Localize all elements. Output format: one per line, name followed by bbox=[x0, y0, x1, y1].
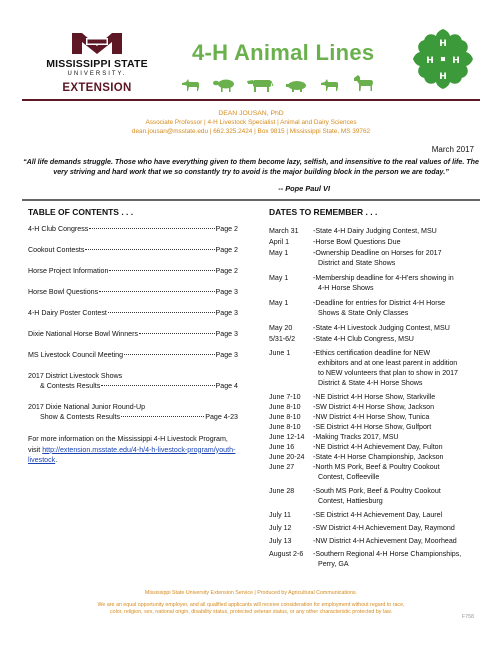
event-date: June 8-10 bbox=[269, 413, 301, 421]
issue-date: March 2017 bbox=[431, 145, 474, 154]
horse-icon bbox=[351, 74, 375, 92]
logo-name: MISSISSIPPI STATE bbox=[46, 58, 148, 70]
list-item bbox=[269, 392, 489, 402]
event-text-continued: to NEW volunteers that plan to show in 2017 bbox=[318, 369, 458, 377]
toc-item-label-continued: & Contests Results bbox=[40, 382, 101, 390]
list-item bbox=[269, 248, 489, 268]
cow-icon bbox=[246, 77, 274, 92]
contact-block bbox=[0, 109, 502, 136]
header-divider bbox=[22, 99, 480, 101]
event-date: May 1 bbox=[269, 274, 289, 282]
event-text-continued: Contest, Hattiesburg bbox=[318, 497, 383, 505]
toc-item-page: Page 4-23 bbox=[205, 413, 238, 421]
list-item bbox=[269, 452, 489, 462]
event-text: -Southern Regional 4-H Horse Championships, bbox=[313, 550, 462, 558]
event-date: June 27 bbox=[269, 463, 295, 471]
list-item bbox=[269, 462, 489, 482]
event-date: June 28 bbox=[269, 487, 295, 495]
list-item bbox=[269, 226, 489, 236]
list-item bbox=[269, 486, 489, 506]
footer-disclaimer-continued: color, religion, sex, national origin, disability status, protected veteran status, or any other characteristic protected by law. bbox=[109, 609, 393, 615]
event-date: April 1 bbox=[269, 238, 290, 246]
event-text: -State 4-H Dairy Judging Contest, MSU bbox=[313, 227, 437, 235]
toc-item-page: Page 3 bbox=[215, 330, 238, 338]
event-text-continued: Shows & State Only Classes bbox=[318, 309, 409, 317]
event-text: -South MS Pork, Beef & Poultry Cookout bbox=[313, 487, 441, 495]
list-item bbox=[269, 334, 489, 344]
goat-icon bbox=[180, 78, 202, 92]
event-text-continued: District and State Shows bbox=[318, 259, 396, 267]
footer-disclaimer: We are an equal opportunity employer, and all qualified applicants will receive consideration for employment without regard to race, bbox=[97, 601, 405, 608]
event-text: -State 4-H Livestock Judging Contest, MSU bbox=[313, 324, 450, 332]
svg-text:H: H bbox=[452, 56, 460, 66]
pig-icon bbox=[285, 80, 309, 92]
toc-heading: TABLE OF CONTENTS . . . bbox=[28, 207, 134, 217]
event-text: -Ethics certification deadline for NEW bbox=[313, 349, 431, 357]
list-item bbox=[269, 348, 489, 388]
event-text-continued: District & State 4-H Horse Shows bbox=[318, 379, 423, 387]
section-divider bbox=[22, 199, 480, 201]
list-item bbox=[269, 237, 489, 247]
msu-extension-logo bbox=[22, 30, 172, 94]
event-text: -Deadline for entries for District 4-H Horse bbox=[313, 299, 446, 307]
event-date: June 1 bbox=[269, 349, 291, 357]
contact-details: dean.jousan@msstate.edu | 662.325.2424 | Box 9815 | Mississippi State, MS 39762 bbox=[131, 128, 371, 135]
list-item bbox=[269, 442, 489, 452]
toc-item-page: Page 3 bbox=[215, 309, 238, 317]
event-date: June 16 bbox=[269, 443, 295, 451]
svg-text:H: H bbox=[439, 72, 447, 82]
toc-item-page: Page 3 bbox=[215, 351, 238, 359]
event-text-continued: Perry, GA bbox=[318, 560, 349, 568]
event-text: -NE District 4-H Achievement Day, Fulton bbox=[313, 443, 443, 451]
svg-text:H: H bbox=[439, 39, 447, 49]
event-date: July 13 bbox=[269, 537, 292, 545]
newsletter-title: 4-H Animal Lines bbox=[192, 40, 375, 65]
event-date: May 1 bbox=[269, 249, 289, 257]
toc-item-label: 4-H Club Congress bbox=[28, 225, 89, 233]
event-text: -NW District 4-H Horse Show, Tunica bbox=[313, 413, 430, 421]
toc-item[interactable] bbox=[28, 224, 238, 234]
list-item bbox=[269, 536, 489, 546]
toc-item-label: Horse Project Information bbox=[28, 267, 109, 275]
event-date: June 12-14 bbox=[269, 433, 305, 441]
toc-item[interactable] bbox=[28, 287, 238, 297]
toc-item-label: Horse Bowl Questions bbox=[28, 288, 99, 296]
quote-attribution: -- Pope Paul VI bbox=[278, 184, 330, 193]
list-item bbox=[269, 298, 489, 318]
event-date: June 20-24 bbox=[269, 453, 305, 461]
goat-icon bbox=[319, 78, 341, 92]
contact-name: DEAN JOUSAN, PhD bbox=[218, 110, 284, 117]
event-text-continued: Contest, Coffeeville bbox=[318, 473, 380, 481]
animal-icons-row bbox=[180, 74, 375, 92]
event-date: May 1 bbox=[269, 299, 289, 307]
toc-item[interactable] bbox=[28, 350, 238, 360]
dates-heading: DATES TO REMEMBER . . . bbox=[269, 207, 378, 217]
logo-university: UNIVERSITY. bbox=[67, 71, 127, 77]
list-item bbox=[269, 273, 489, 293]
publication-code: F758 bbox=[461, 614, 474, 620]
livestock-program-link[interactable]: http://extension.msstate.edu/4-h/4-h-livestock-program/youth-livestock bbox=[28, 445, 236, 464]
list-item bbox=[269, 323, 489, 333]
event-text: -SW District 4-H Achievement Day, Raymond bbox=[313, 524, 455, 532]
event-text-continued: 4-H Horse Shows bbox=[318, 284, 374, 292]
toc-item[interactable] bbox=[28, 329, 238, 339]
event-date: March 31 bbox=[269, 227, 299, 235]
toc-item-label: Cookout Contests bbox=[28, 246, 85, 254]
list-item bbox=[269, 510, 489, 520]
toc-item[interactable] bbox=[28, 308, 238, 318]
list-item bbox=[269, 412, 489, 422]
event-text: -Horse Bowl Questions Due bbox=[313, 238, 401, 246]
dates-to-remember bbox=[269, 207, 489, 569]
toc-item-label: 4-H Dairy Poster Contest bbox=[28, 309, 107, 317]
event-text: -NW District 4-H Achievement Day, Moorhead bbox=[313, 537, 457, 545]
svg-text:H: H bbox=[426, 56, 434, 66]
event-text: -Membership deadline for 4-H’ers showing in bbox=[313, 274, 454, 282]
logo-extension: EXTENSION bbox=[62, 82, 132, 94]
more-info-text: For more information on the Mississippi 4-H Livestock Program, visit bbox=[28, 435, 228, 454]
msu-seal-icon bbox=[68, 30, 126, 56]
toc-item-label: 2017 District Livestock Shows bbox=[28, 372, 123, 380]
event-text: -Making Tracks 2017, MSU bbox=[313, 433, 399, 441]
toc-item-page: Page 2 bbox=[215, 267, 238, 275]
event-date: June 8-10 bbox=[269, 403, 301, 411]
table-of-contents bbox=[28, 207, 238, 466]
toc-item-label: MS Livestock Council Meeting bbox=[28, 351, 124, 359]
event-text: -SW District 4-H Horse Show, Jackson bbox=[313, 403, 435, 411]
event-text: -Ownership Deadline on Horses for 2017 bbox=[313, 249, 442, 257]
event-text: -NE District 4-H Horse Show, Starkville bbox=[313, 393, 436, 401]
4h-clover-icon bbox=[410, 26, 476, 97]
list-item bbox=[269, 549, 489, 569]
event-text: -SE District 4-H Horse Show, Gulfport bbox=[313, 423, 432, 431]
footer bbox=[0, 590, 502, 617]
toc-item-label-continued: Show & Contests Results bbox=[40, 413, 121, 421]
event-date: June 8-10 bbox=[269, 423, 301, 431]
toc-item-page: Page 3 bbox=[215, 288, 238, 296]
event-text: -State 4-H Club Congress, MSU bbox=[313, 335, 414, 343]
toc-item-label: Dixie National Horse Bowl Winners bbox=[28, 330, 138, 338]
toc-item-page: Page 2 bbox=[215, 225, 238, 233]
more-info-end: . bbox=[55, 456, 58, 464]
contact-position: Associate Professor | 4-H Livestock Specialist | Animal and Dairy Sciences bbox=[145, 119, 357, 126]
event-date: July 12 bbox=[269, 524, 292, 532]
toc-item-page: Page 2 bbox=[215, 246, 238, 254]
toc-item-page: Page 4 bbox=[215, 382, 238, 390]
toc-item[interactable] bbox=[28, 266, 238, 276]
event-text-continued: exhibitors and at one least parent in addition bbox=[318, 359, 458, 367]
event-text: -SE District 4-H Achievement Day, Laurel bbox=[313, 511, 443, 519]
list-item bbox=[269, 422, 489, 432]
toc-item[interactable] bbox=[28, 245, 238, 255]
event-text: -North MS Pork, Beef & Poultry Cookout bbox=[313, 463, 440, 471]
toc-item-label: 2017 Dixie National Junior Round-Up bbox=[28, 403, 146, 411]
event-text: -State 4-H Horse Championship, Jackson bbox=[313, 453, 444, 461]
event-date: May 20 bbox=[269, 324, 293, 332]
quote-text: “All life demands struggle. Those who have everything given to them become lazy, selfish, and insensitive to the real values of life. The very striving and hard work that we so constantly try to avoid is the major building block in the person we are today.” bbox=[23, 158, 479, 176]
event-date: July 11 bbox=[269, 511, 291, 519]
sheep-icon bbox=[212, 78, 236, 92]
list-item bbox=[269, 432, 489, 442]
list-item bbox=[269, 402, 489, 412]
toc-item[interactable] bbox=[28, 371, 238, 391]
event-date: 5/31-6/2 bbox=[269, 335, 296, 343]
event-date: June 7-10 bbox=[269, 393, 301, 401]
toc-item[interactable] bbox=[28, 402, 238, 422]
footer-credit: Mississippi State University Extension Service | Produced by Agricultural Communications. bbox=[144, 590, 358, 596]
list-item bbox=[269, 523, 489, 533]
more-info bbox=[28, 434, 238, 466]
event-date: August 2-6 bbox=[269, 550, 304, 558]
